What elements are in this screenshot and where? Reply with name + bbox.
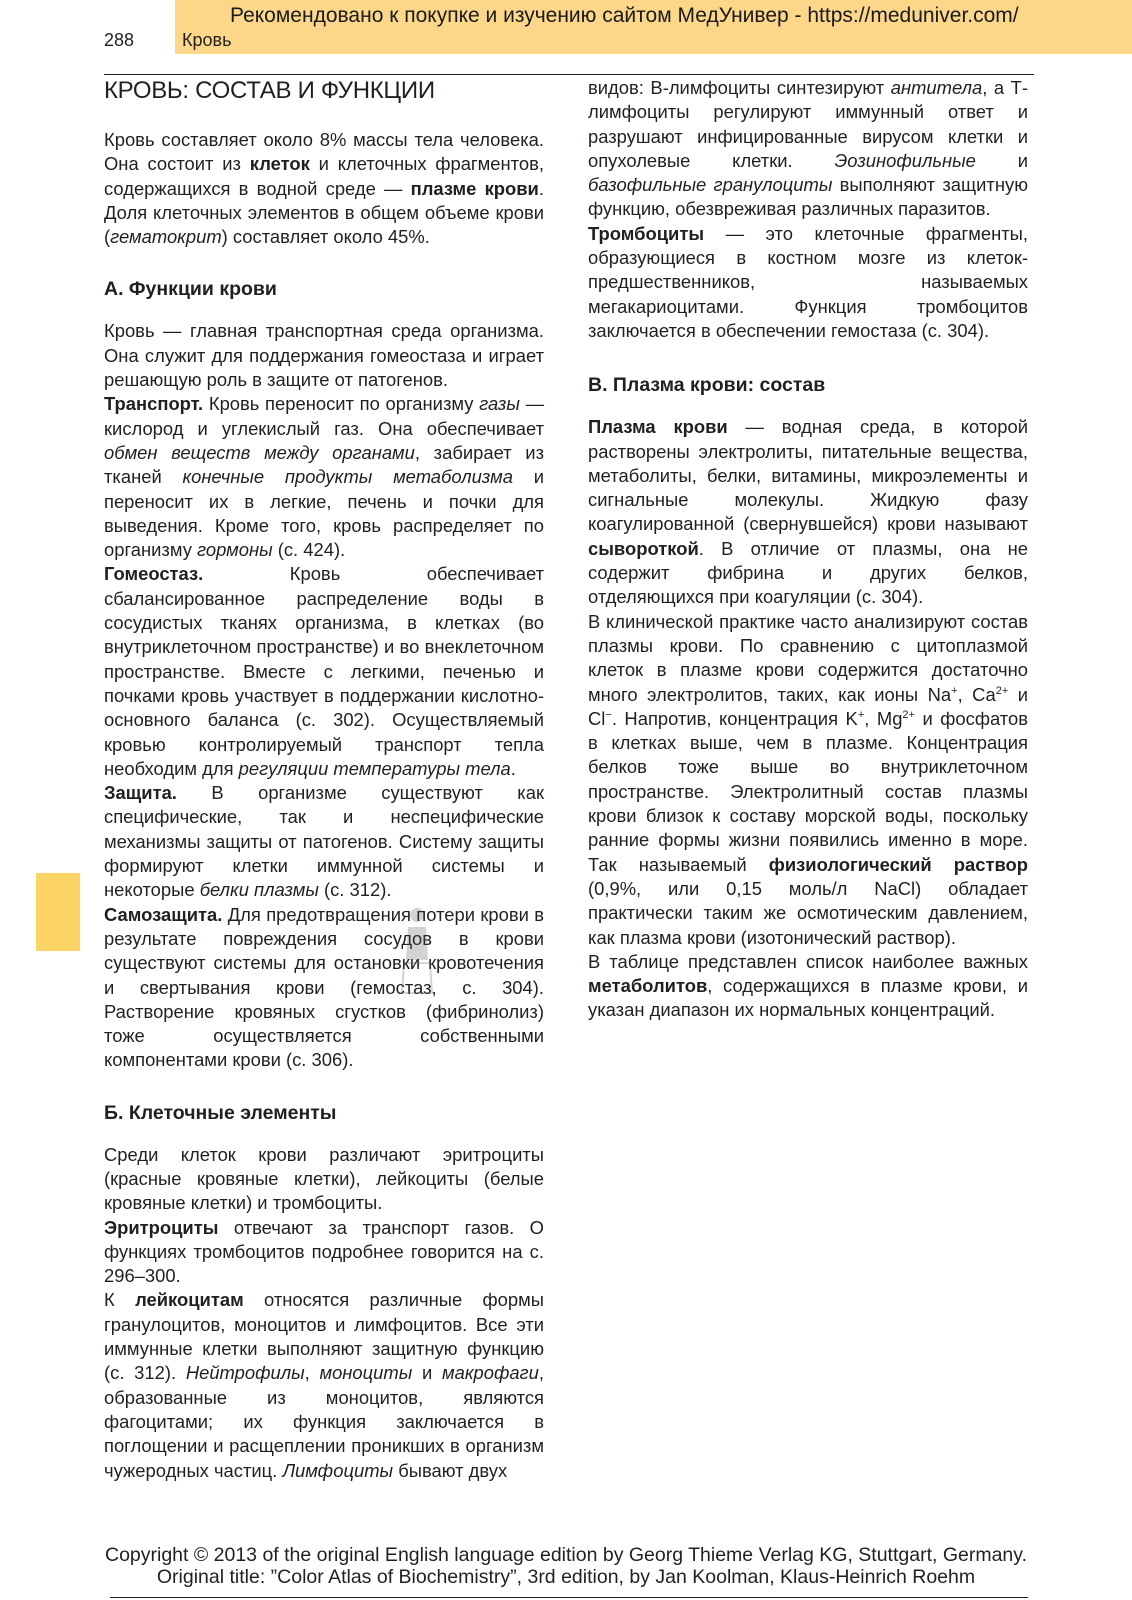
section-b-intro: Среди клеток крови различают эритроциты (красные кровяные клетки), лейкоциты (белые кровяные клетки) и тромбоциты. bbox=[104, 1143, 544, 1214]
metabolites-paragraph: В таблице представлен список наиболее важных метаболитов, содержащихся в плазме крови, и указан диапазон их нормальных концентраций. bbox=[588, 950, 1028, 1021]
footer-divider bbox=[110, 1597, 1028, 1598]
page-number: 288 bbox=[104, 30, 135, 50]
promo-text: Рекомендовано к покупке и изучению сайтом МедУнивер - https://meduniver.com/ bbox=[230, 4, 1019, 27]
self-defense-paragraph: Самозащита. Для предотвращения потери крови в результате повреждения сосудов в крови существуют системы для остановки кровотечения и свертывания крови (гемостаз, с. 304). Растворение кровяных сгустков (фибринолиз) тоже осуществляется собственными компонентами крови (с. 306). bbox=[104, 903, 544, 1071]
erythrocytes-paragraph: Эритроциты отвечают за транспорт газов. О функциях тромбоцитов подробнее говорится на с. 296–300. bbox=[104, 1216, 544, 1287]
section-a-intro: Кровь — главная транспортная среда организма. Она служит для поддержания гомеостаза и играет решающую роль в защите от патогенов. bbox=[104, 320, 544, 391]
section-v-heading: В. Плазма крови: состав bbox=[588, 374, 826, 397]
section-a-heading: А. Функции крови bbox=[104, 278, 277, 301]
page-title: КРОВЬ: СОСТАВ И ФУНКЦИИ bbox=[104, 77, 435, 104]
platelets-paragraph: Тромбоциты — это клеточные фрагменты, образующиеся в костном мозге из клеток-предшественников, называемых мегакариоцитами. Функция тромбоцитов заключается в обеспечении гемостаза (с. 304). bbox=[588, 222, 1028, 341]
transport-paragraph: Транспорт. Кровь переносит по организму газы — кислород и углекислый газ. Она обеспечивает обмен веществ между органами, забирает из тканей конечные продукты метаболизма и переносит их в легкие, печень и почки для выведения. Кроме того, кровь распределяет по организму гормоны (с. 424). bbox=[104, 393, 545, 561]
leukocytes-paragraph: К лейкоцитам относятся различные формы гранулоцитов, моноцитов и лимфоцитов. Все эти иммунные клетки выполняют защитную функцию (с. 312). Нейтрофилы, моноциты и макрофаги, образованные из моноцитов, являются фагоцитами; их функция заключается в поглощении и расщеплении проникших в организм чужеродных частиц. Лимфоциты бывают двух bbox=[104, 1289, 544, 1481]
chapter-side-tab bbox=[36, 873, 80, 951]
copyright-notice bbox=[0, 1544, 1132, 1588]
clinical-paragraph: В клинической практике часто анализируют состав плазмы крови. По сравнению с цитоплазмой клеток в плазме крови содержится достаточно много электролитов, таких, как ионы Na+, $Ca^{2+}$ и Cl−. Напротив, концентрация K+, $Mg^{2+}$ и фосфатов в клетках выше, чем в плазме. Концентрация белков тоже выше во внутриклеточном пространстве. Электролитный состав плазмы крови близок к составу морской воды, поскольку ранние формы жизни появились именно в море. Так называемый физиологический раствор (0,9%, или 0,15 моль/л NaCl) обладает практически таким же осмотическим давлением, как плазма крови (изотонический раствор). bbox=[588, 610, 1029, 948]
copyright-line-1: Copyright © 2013 of the original English language edition by Georg Thieme Verlag KG, Stuttgart, Germany. bbox=[104, 1544, 1027, 1566]
homeostasis-paragraph: Гомеостаз. Кровь обеспечивает сбалансированное распределение воды в сосудистых тканях организма, в клетках (во внутриклеточном пространстве) и во внеклеточном пространстве. Вместе с легкими, печенью и почками кровь участвует в поддержании кислотно-основного баланса (с. 302). Осуществляемый кровью контролируемый транспорт тепла необходим для регуляции температуры тела. bbox=[104, 563, 544, 779]
defense-paragraph: Защита. В организме существуют как специфические, так и неспецифические механизмы защиты от патогенов. Систему защиты формируют клетки иммунной системы и некоторые белки плазмы (с. 312). bbox=[104, 782, 544, 901]
lymphocytes-continuation: видов: В-лимфоциты синтезируют антитела, а Т-лимфоциты регулируют иммунный ответ и разрушают инфицированные вирусом клетки и опухолевые клетки. Эозинофильные и базофильные гранулоциты выполняют защитную функцию, обезвреживая различных паразитов. bbox=[588, 77, 1028, 220]
right-column bbox=[588, 76, 1028, 1023]
plasma-paragraph: Плазма крови — водная среда, в которой растворены электролиты, питательные вещества, метаболиты, белки, витамины, микроэлементы и сигнальные молекулы. Жидкую фазу коагулированной (свернувшейся) крови называют сывороткой. В отличие от плазмы, она не содержит фибрина и других белков, отделяющихся при коагуляции (с. 304). bbox=[588, 416, 1028, 608]
header-divider bbox=[104, 74, 1034, 75]
watermark-logo-icon bbox=[398, 905, 436, 995]
left-column bbox=[104, 76, 544, 1483]
section-b-heading: Б. Клеточные элементы bbox=[104, 1101, 337, 1124]
copyright-line-2: Original title: ”Color Atlas of Biochemistry”, 3rd edition, by Jan Koolman, Klaus-Heinrich Roehm bbox=[156, 1566, 976, 1588]
intro-paragraph: Кровь составляет около 8% массы тела человека. Она состоит из клеток и клеточных фрагментов, содержащихся в водной среде — плазме крови. Доля клеточных элементов в общем объеме крови (гематокрит) составляет около 45%. bbox=[104, 129, 544, 248]
chapter-title: Кровь bbox=[182, 30, 232, 50]
